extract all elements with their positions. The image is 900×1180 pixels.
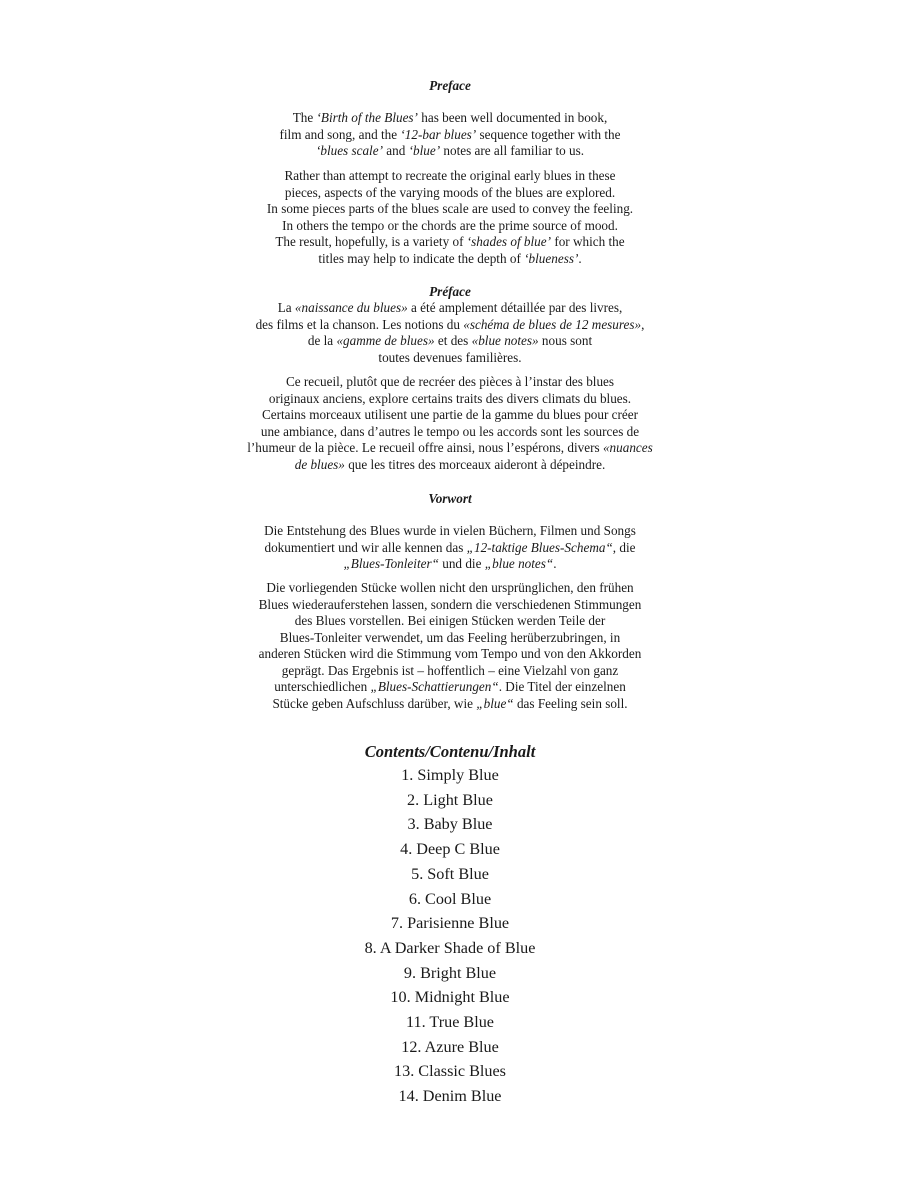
contents-item: 8. A Darker Shade of Blue	[364, 938, 536, 957]
text-line: dokumentiert und wir alle kennen das „12-taktige Blues-Schema“, die	[264, 539, 636, 555]
text-line: „Blues-Tonleiter“ und die „blue notes“.	[343, 556, 557, 571]
preface-paragraph-german-2	[150, 580, 750, 712]
italic-phrase: „Blues-Tonleiter“	[343, 556, 439, 571]
preface-paragraph-english-2	[150, 168, 750, 267]
text-line: ‘blues scale’ and ‘blue’ notes are all familiar to us.	[315, 143, 585, 158]
text-line: Stücke geben Aufschluss darüber, wie „blue“ das Feeling sein soll.	[272, 695, 628, 711]
text-line: film and song, and the ‘12-bar blues’ sequence together with the	[279, 126, 621, 142]
preface-paragraph-english-1	[150, 110, 750, 160]
text-line: La «naissance du blues» a été amplement détaillée par des livres,	[277, 300, 623, 315]
italic-phrase: «schéma de blues de 12 mesures»	[463, 316, 642, 332]
italic-phrase: ‘shades of blue’	[466, 234, 552, 249]
italic-phrase: ‘blueness’	[524, 250, 579, 266]
text-line: Rather than attempt to recreate the original early blues in these	[284, 168, 616, 183]
preface-paragraph-french-1	[150, 300, 750, 366]
contents-item: 13. Classic Blues	[394, 1062, 506, 1081]
text-line: des Blues vorstellen. Bei einigen Stücken werden Teile der	[294, 613, 606, 628]
text-line: originaux anciens, explore certains traits des divers climats du blues.	[268, 390, 632, 406]
italic-phrase: „12-taktige Blues-Schema“	[466, 539, 613, 555]
text-line: une ambiance, dans d’autres le tempo ou les accords sont les sources de	[260, 423, 640, 439]
contents-item: 10. Midnight Blue	[390, 988, 510, 1007]
text-line: des films et la chanson. Les notions du «schéma de blues de 12 mesures»,	[255, 316, 645, 332]
contents-list	[250, 763, 650, 1109]
text-line: pieces, aspects of the varying moods of the blues are explored.	[284, 184, 616, 200]
text-line: unterschiedlichen „Blues-Schattierungen“. Die Titel der einzelnen	[274, 679, 626, 694]
contents-title: Contents/Contenu/Inhalt	[364, 742, 536, 761]
italic-phrase: «blue notes»	[471, 333, 539, 348]
contents-item: 4. Deep C Blue	[400, 840, 500, 859]
contents-item: 1. Simply Blue	[401, 766, 499, 784]
text-line: The result, hopefully, is a variety of ‘shades of blue’ for which the	[275, 234, 625, 249]
italic-phrase: ‘blue’	[408, 143, 441, 158]
text-line: Die Entstehung des Blues wurde in vielen Büchern, Filmen und Songs	[264, 523, 636, 538]
preface-heading-german: Vorwort	[428, 491, 472, 506]
preface-paragraph-german-1	[150, 523, 750, 573]
text-line: In others the tempo or the chords are the prime source of mood.	[282, 217, 618, 233]
text-line: de la «gamme de blues» et des «blue notes» nous sont	[307, 333, 593, 348]
text-line: Die vorliegenden Stücke wollen nicht den ursprünglichen, den frühen	[266, 580, 634, 595]
italic-phrase: ‘Birth of the Blues’	[316, 110, 418, 125]
text-line: titles may help to indicate the depth of ‘blueness’.	[318, 250, 582, 266]
preface-heading-english: Preface	[429, 78, 471, 93]
table-of-contents	[250, 741, 650, 1109]
italic-phrase: «nuances	[602, 440, 653, 455]
text-line: de blues» que les titres des morceaux aideront à dépeindre.	[294, 456, 606, 472]
text-line: Certains morceaux utilisent une partie de la gamme du blues pour créer	[261, 407, 639, 422]
contents-item: 6. Cool Blue	[408, 889, 492, 908]
italic-phrase: „blue notes“	[484, 556, 554, 571]
contents-item: 2. Light Blue	[407, 790, 493, 809]
text-line: Blues wiederauferstehen lassen, sondern die verschiedenen Stimmungen	[258, 596, 642, 612]
italic-phrase: „blue“	[476, 695, 514, 711]
text-line: toutes devenues familières.	[378, 349, 522, 365]
contents-item: 11. True Blue	[406, 1013, 494, 1032]
contents-item: 14. Denim Blue	[398, 1087, 502, 1106]
italic-phrase: „Blues-Schattierungen“	[370, 679, 499, 694]
italic-phrase: de blues»	[294, 456, 345, 472]
contents-item: 9. Bright Blue	[403, 963, 497, 982]
preface-heading-french: Préface	[429, 284, 471, 299]
contents-item: 7. Parisienne Blue	[390, 914, 510, 933]
italic-phrase: ‘12-bar blues’	[400, 126, 477, 142]
text-line: geprägt. Das Ergebnis ist – hoffentlich – eine Vielzahl von ganz	[281, 662, 619, 678]
preface-paragraph-french-2	[150, 374, 750, 473]
text-line: l’humeur de la pièce. Le recueil offre ainsi, nous l’espérons, divers «nuances	[247, 440, 653, 455]
text-line: The ‘Birth of the Blues’ has been well documented in book,	[292, 110, 608, 125]
text-line: In some pieces parts of the blues scale are used to convey the feeling.	[266, 201, 634, 216]
italic-phrase: «gamme de blues»	[336, 333, 435, 348]
contents-item: 12. Azure Blue	[401, 1037, 499, 1056]
text-line: Blues-Tonleiter verwendet, um das Feeling herüberzubringen, in	[279, 629, 621, 645]
italic-phrase: ‘blues scale’	[315, 143, 383, 158]
contents-item: 3. Baby Blue	[407, 815, 493, 834]
text-line: anderen Stücken wird die Stimmung vom Tempo und von den Akkorden	[258, 646, 642, 661]
text-line: Ce recueil, plutôt que de recréer des pièces à l’instar des blues	[285, 374, 615, 389]
italic-phrase: «naissance du blues»	[294, 300, 408, 315]
contents-item: 5. Soft Blue	[411, 864, 489, 883]
